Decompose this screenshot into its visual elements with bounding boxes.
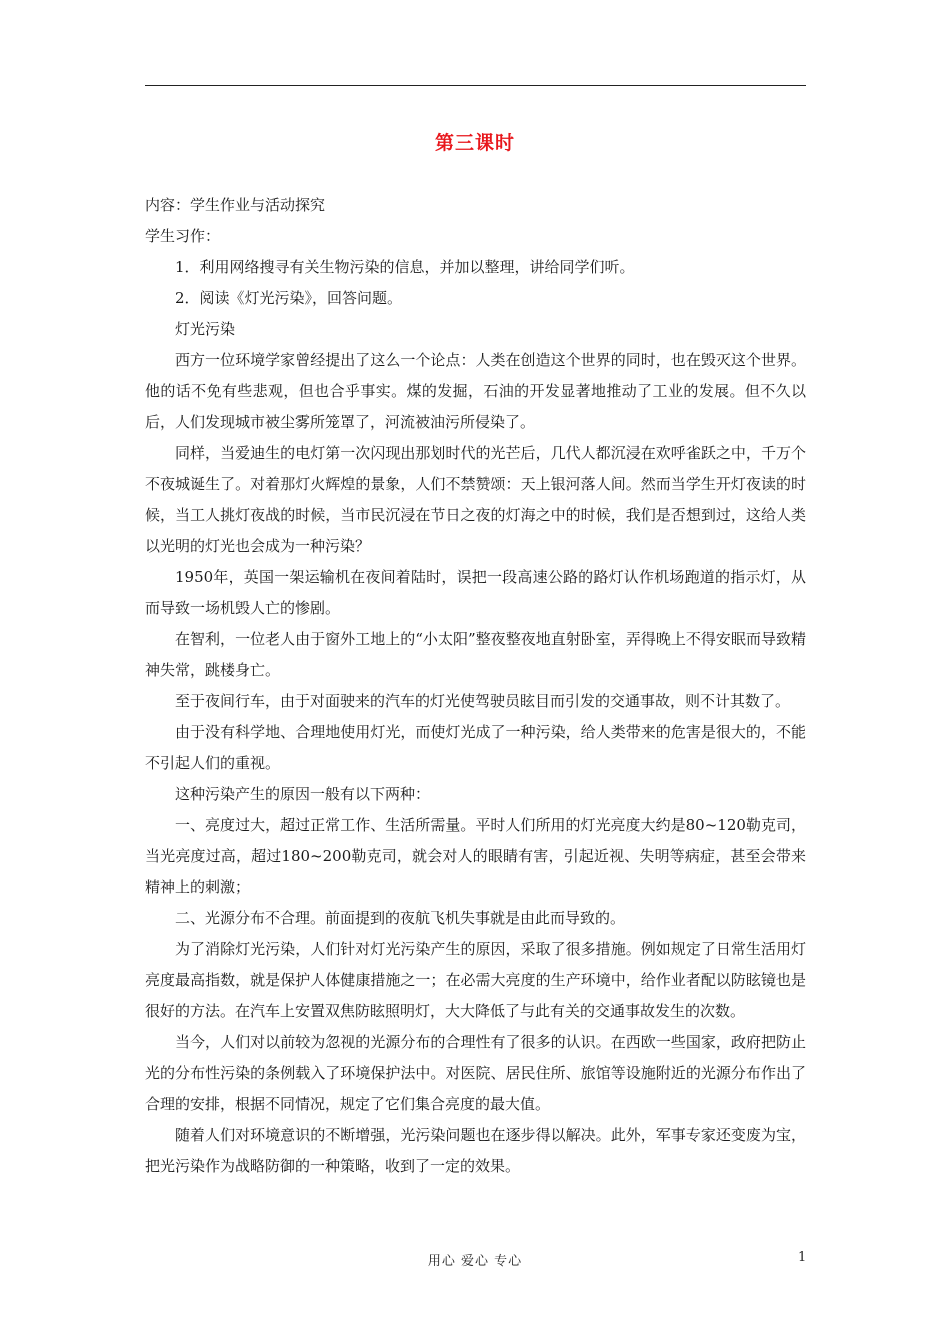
article-paragraph: 由于没有科学地、合理地使用灯光，而使灯光成了一种污染，给人类带来的危害是很大的，不能不引起人们的重视。: [145, 723, 806, 772]
article-paragraph: 为了消除灯光污染，人们针对灯光污染产生的原因，采取了很多措施。例如规定了日常生活用灯亮度最高指数，就是保护人体健康措施之一；在必需大亮度的生产环境中，给作业者配以防眩镜也是很好的方法。在汽车上安置双焦防眩照明灯，大大降低了与此有关的交通事故发生的次数。: [145, 940, 806, 1020]
page-number: 1: [798, 1250, 807, 1265]
article-paragraph: 当今，人们对以前较为忽视的光源分布的合理性有了很多的认识。在西欧一些国家，政府把防止光的分布性污染的条例载入了环境保护法中。对医院、居民住所、旅馆等设施附近的光源分布作出了合理的安排，根据不同情况，规定了它们集合亮度的最大值。: [145, 1033, 806, 1113]
exercise-heading: 学生习作：: [145, 227, 221, 245]
article-paragraph: 1950年，英国一架运输机在夜间着陆时，误把一段高速公路的路灯认作机场跑道的指示灯，从而导致一场机毁人亡的惨剧。: [145, 568, 806, 617]
article-paragraph: 至于夜间行车，由于对面驶来的汽车的灯光使驾驶员眩目而引发的交通事故，则不计其数了。: [175, 692, 791, 710]
page-title: 第三课时: [434, 132, 515, 154]
article-paragraph: 这种污染产生的原因一般有以下两种：: [175, 785, 431, 803]
article-paragraph: 在智利，一位老人由于窗外工地上的“小太阳”整夜整夜地直射卧室，弄得晚上不得安眠而导致精神失常，跳楼身亡。: [145, 630, 806, 679]
document-body: [145, 190, 806, 1182]
article-paragraph: 二、光源分布不合理。前面提到的夜航飞机失事就是由此而导致的。: [175, 909, 626, 927]
content-line: 内容：学生作业与活动探究: [145, 196, 326, 214]
article-paragraph: 同样，当爱迪生的电灯第一次闪现出那划时代的光芒后，几代人都沉浸在欢呼雀跃之中，千万个不夜城诞生了。对着那灯火辉煌的景象，人们不禁赞颂：天上银河落人间。然而当学生开灯夜读的时候，当工人挑灯夜战的时候，当市民沉浸在节日之夜的灯海之中的时候，我们是否想到过，这给人类以光明的灯光也会成为一种污染？: [145, 444, 806, 555]
exercise-item-1: 1．利用网络搜寻有关生物污染的信息，并加以整理，讲给同学们听。: [175, 258, 635, 276]
exercise-item-2: 2．阅读《灯光污染》，回答问题。: [175, 289, 403, 307]
header-rule: [145, 85, 806, 86]
article-paragraph: 随着人们对环境意识的不断增强，光污染问题也在逐步得以解决。此外，军事专家还变废为宝，把光污染作为战略防御的一种策略，收到了一定的效果。: [145, 1126, 806, 1175]
article-title: 灯光污染: [175, 320, 236, 338]
article-paragraph: 西方一位环境学家曾经提出了这么一个论点：人类在创造这个世界的同时，也在毁灭这个世界。他的话不免有些悲观，但也合乎事实。煤的发掘，石油的开发显著地推动了工业的发展。但不久以后，人们发现城市被尘雾所笼罩了，河流被油污所侵染了。: [145, 351, 806, 431]
article-paragraph: 一、亮度过大，超过正常工作、生活所需量。平时人们所用的灯光亮度大约是80~120勒克司，当光亮度过高，超过180~200勒克司，就会对人的眼睛有害，引起近视、失明等病症，甚至会带来精神上的刺激；: [145, 816, 806, 896]
footer-slogan: 用心 爱心 专心: [427, 1254, 523, 1269]
